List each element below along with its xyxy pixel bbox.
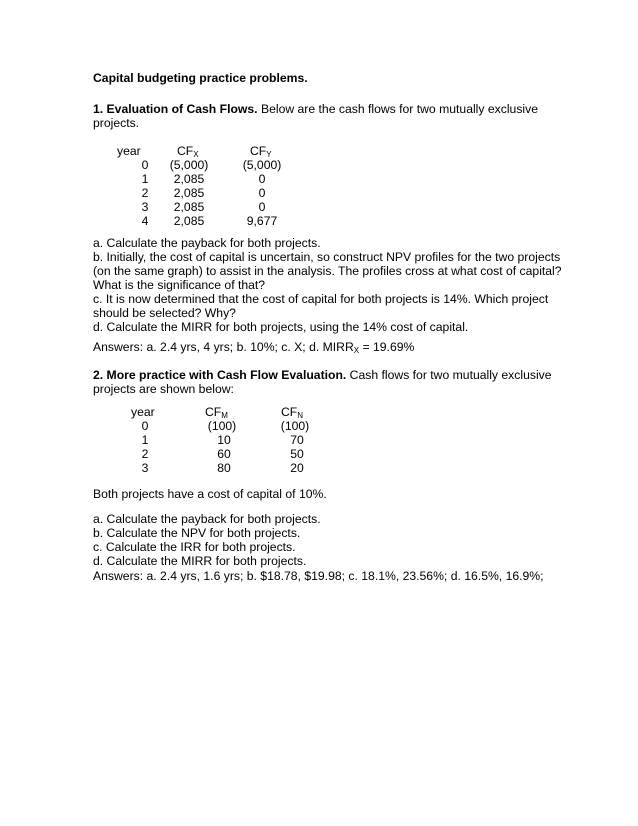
list-item: (on the same graph) to assist in the analysis. The profiles cross at what cost of capital? [93, 264, 562, 278]
document-title: Capital budgeting practice problems. [93, 71, 308, 85]
problem2-answers: Answers: a. 2.4 yrs, 1.6 yrs; b. $18.78, $19.98; c. 18.1%, 23.56%; d. 16.5%, 16.9%; [93, 569, 544, 583]
table-cell: 1 [141, 433, 149, 447]
problem1-intro-text: Below are the cash flows for two mutually exclusive [257, 102, 538, 116]
table-cell: (100) [207, 419, 237, 433]
table-cell: 1 [141, 172, 149, 186]
table-cell: 80 [217, 461, 231, 475]
table-cell: (5,000) [169, 158, 209, 172]
problem2-questions [93, 512, 543, 568]
list-item: a. Calculate the payback for both projects. [93, 236, 321, 250]
list-item: d. Calculate the MIRR for both projects, using the 14% cost of capital. [93, 320, 469, 334]
table-cell: 0 [258, 172, 266, 186]
list-item: b. Calculate the NPV for both projects. [93, 526, 301, 540]
table-cell: 3 [141, 461, 149, 475]
p2-header-cfm: $CF_M$ [205, 405, 228, 420]
p1-header-year: year [117, 144, 141, 158]
table-cell: 60 [217, 447, 231, 461]
problem2-intro [93, 368, 552, 396]
table-cell: 50 [290, 447, 304, 461]
list-item: c. It is now determined that the cost of capital for both projects is 14%. Which project [93, 292, 549, 306]
table-cell: 70 [290, 433, 304, 447]
problem1-intro-line2: projects. [93, 116, 140, 130]
problem1-heading: 1. Evaluation of Cash Flows. [93, 102, 258, 116]
list-item: d. Calculate the MIRR for both projects. [93, 554, 307, 568]
problem2-heading: 2. More practice with Cash Flow Evaluation. [93, 368, 347, 382]
table-cell: 2 [141, 447, 149, 461]
problem1-answers: Answers: a. 2.4 yrs, 4 yrs; b. 10%; c. X; d. $MIRR_X = 19.69\%$ [93, 340, 415, 355]
p2-header-year: year [131, 405, 155, 419]
table-cell: 2,085 [173, 172, 205, 186]
table-cell: (100) [280, 419, 310, 433]
problem1-questions [93, 236, 562, 334]
list-item: should be selected? Why? [93, 306, 236, 320]
table-cell: 2,085 [173, 200, 205, 214]
p2-header-cfn: $CF_N$ [281, 405, 304, 420]
table-cell: 4 [141, 214, 149, 228]
list-item: b. Initially, the cost of capital is uncertain, so construct NPV profiles for the two projects [93, 250, 561, 264]
table-cell: 0 [141, 158, 149, 172]
table-cell: 2,085 [173, 214, 205, 228]
p1-header-cfy: $CF_Y$ [250, 144, 272, 159]
table-cell: (5,000) [242, 158, 282, 172]
table-cell: 2 [141, 186, 149, 200]
problem2-intro-line2: projects are shown below: [93, 382, 234, 396]
table-cell: 10 [217, 433, 231, 447]
list-item: What is the significance of that? [93, 278, 266, 292]
problem2-note: Both projects have a cost of capital of 10%. [93, 487, 327, 501]
table-cell: 0 [258, 186, 266, 200]
list-item: c. Calculate the IRR for both projects. [93, 540, 296, 554]
problem2-intro-text: Cash flows for two mutually exclusive [346, 368, 552, 382]
table-cell: 9,677 [246, 214, 278, 228]
p1-header-cfx: $CF_X$ [177, 144, 199, 159]
list-item: a. Calculate the payback for both projects. [93, 512, 321, 526]
table-cell: 0 [141, 419, 149, 433]
table-cell: 0 [258, 200, 266, 214]
table-cell: 20 [290, 461, 304, 475]
problem1-intro [93, 102, 543, 130]
table-cell: 3 [141, 200, 149, 214]
table-cell: 2,085 [173, 186, 205, 200]
